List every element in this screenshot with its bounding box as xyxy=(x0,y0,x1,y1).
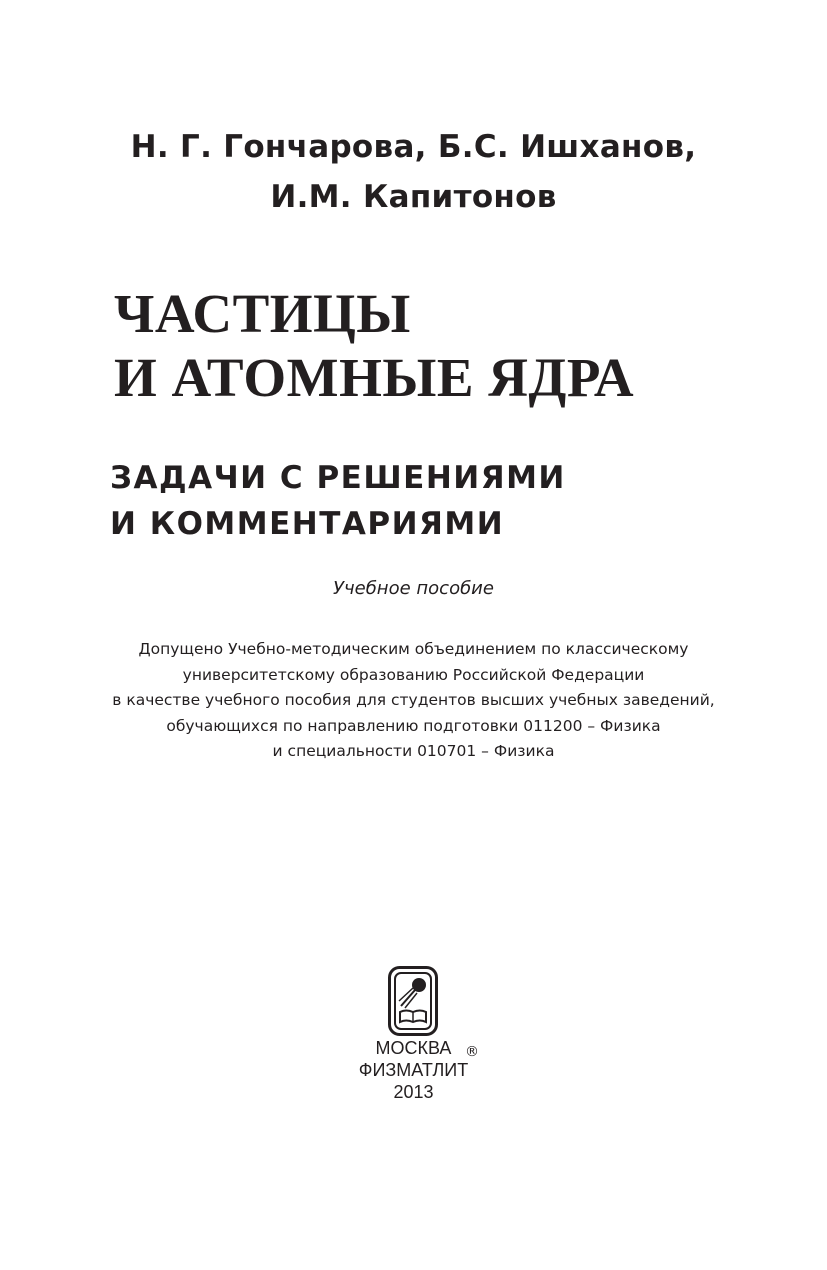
book-title xyxy=(114,282,634,410)
publisher-block xyxy=(0,1037,827,1103)
publisher-name: ФИЗМАТЛИТ xyxy=(358,1060,469,1080)
registered-trademark-mark: ® xyxy=(465,1044,479,1060)
document-type: Учебное пособие xyxy=(333,578,494,599)
publisher-city: МОСКВА xyxy=(375,1038,452,1058)
book-subtitle-line-1: ЗАДАЧИ С РЕШЕНИЯМИ xyxy=(110,460,566,496)
approval-line: и специальности 010701 – Физика xyxy=(272,742,555,760)
approval-statement xyxy=(0,637,827,765)
publication-year: 2013 xyxy=(393,1082,434,1102)
authors-line-2: И.М. Капитонов xyxy=(270,179,557,215)
approval-line: университетскому образованию Российской Федерации xyxy=(182,665,645,684)
book-title-line-2: И АТОМНЫЕ ЯДРА xyxy=(114,347,635,408)
publisher-emblem-icon xyxy=(388,966,438,1036)
book-subtitle xyxy=(110,455,566,547)
approval-line: обучающихся по направлению подготовки 011200 – Физика xyxy=(166,716,661,735)
approval-line: в качестве учебного пособия для студентов высших учебных заведений, xyxy=(112,691,715,709)
authors xyxy=(0,122,827,222)
book-subtitle-line-2: И КОММЕНТАРИЯМИ xyxy=(110,506,505,542)
book-title-line-1: ЧАСТИЦЫ xyxy=(114,283,411,344)
approval-line: Допущено Учебно-методическим объединением по классическому xyxy=(138,640,689,658)
authors-line-1: Н. Г. Гончарова, Б.С. Ишханов, xyxy=(130,129,697,165)
